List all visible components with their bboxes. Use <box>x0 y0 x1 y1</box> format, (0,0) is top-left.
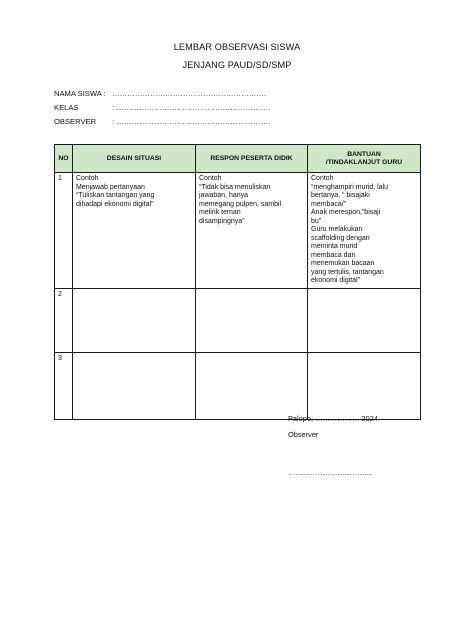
desain-cell <box>73 173 196 289</box>
signature-place-date: Palopo, ……………… 2024 <box>288 414 378 423</box>
respon-cell[interactable] <box>196 288 308 352</box>
table-header-row <box>55 145 421 173</box>
header-no: NO <box>55 145 73 173</box>
bantuan-cell <box>308 173 421 289</box>
signature-role: Observer <box>288 430 319 439</box>
respon-line: jawaban, hanya <box>199 192 249 200</box>
bantuan-line: yang tertulis, tantangan <box>311 268 384 276</box>
table-row <box>55 352 421 419</box>
desain-cell[interactable] <box>73 352 196 419</box>
observer-label: OBSERVER <box>54 117 97 126</box>
document-subtitle: JENJANG PAUD/SD/SMP <box>182 60 292 70</box>
observer-row <box>54 117 270 126</box>
respon-cell <box>196 173 308 289</box>
student-name-row <box>54 89 266 98</box>
desain-line: “Tuliskan tantangan yang <box>76 192 155 200</box>
respon-line: melirik teman <box>199 209 241 217</box>
bantuan-line: Anak merespon,”bisaji <box>311 209 381 217</box>
bantuan-line: meminta murid <box>311 243 358 251</box>
respon-cell[interactable] <box>196 352 308 419</box>
bantuan-cell[interactable] <box>308 352 421 419</box>
table-row <box>55 173 421 289</box>
desain-line: dihadapi ekonomi digital” <box>76 200 154 208</box>
signature-line: ……………………………. <box>288 468 372 477</box>
respon-line: memegang pulpen, sambil <box>199 200 282 208</box>
observer-field: : ……………………………………………………. <box>112 117 271 126</box>
bantuan-line: scaffolding dengan <box>311 234 370 242</box>
bantuan-line: Contoh <box>311 175 334 182</box>
bantuan-line: “menghampiri murid, lalu <box>311 183 389 191</box>
row-number: 3 <box>55 352 73 419</box>
bantuan-cell[interactable] <box>308 288 421 352</box>
bantuan-line: ekonomi digital” <box>311 277 361 285</box>
student-name-field: ……………………………………………………. <box>112 89 266 98</box>
header-bantuan-line1: BANTUAN <box>347 150 381 158</box>
observation-table <box>54 144 421 420</box>
desain-line: Contoh <box>76 175 99 182</box>
desain-cell[interactable] <box>73 288 196 352</box>
desain-line: Menjawab pertanyaan <box>76 183 145 191</box>
class-label: KELAS <box>54 103 79 112</box>
class-field: : ……………………………………………………. <box>112 103 271 112</box>
bantuan-line: bertanya, “ bisajaki <box>311 192 370 200</box>
header-desain: DESAIN SITUASI <box>73 145 196 173</box>
header-bantuan <box>308 145 421 173</box>
class-row <box>54 103 270 112</box>
bantuan-line: menemukan bacaan <box>311 260 375 268</box>
document-title: LEMBAR OBSERVASI SISWA <box>173 42 301 52</box>
row-number: 1 <box>55 173 73 289</box>
row-number: 2 <box>55 288 73 352</box>
bantuan-line: Guru melakukan <box>311 226 363 234</box>
respon-line: Contoh <box>199 175 222 182</box>
bantuan-line: membaca/” <box>311 200 347 208</box>
bantuan-line: bu” <box>311 217 322 225</box>
student-name-label: NAMA SISWA : <box>54 89 106 98</box>
bantuan-line: membaca dan <box>311 251 356 259</box>
respon-line: “Tidak bisa menuliskan <box>199 183 271 191</box>
respon-line: disampingnya” <box>199 217 245 225</box>
header-respon: RESPON PESERTA DIDIK <box>196 145 308 173</box>
header-bantuan-line2: /TINDAKLANJUT GURU <box>325 158 403 166</box>
table-row <box>55 288 421 352</box>
